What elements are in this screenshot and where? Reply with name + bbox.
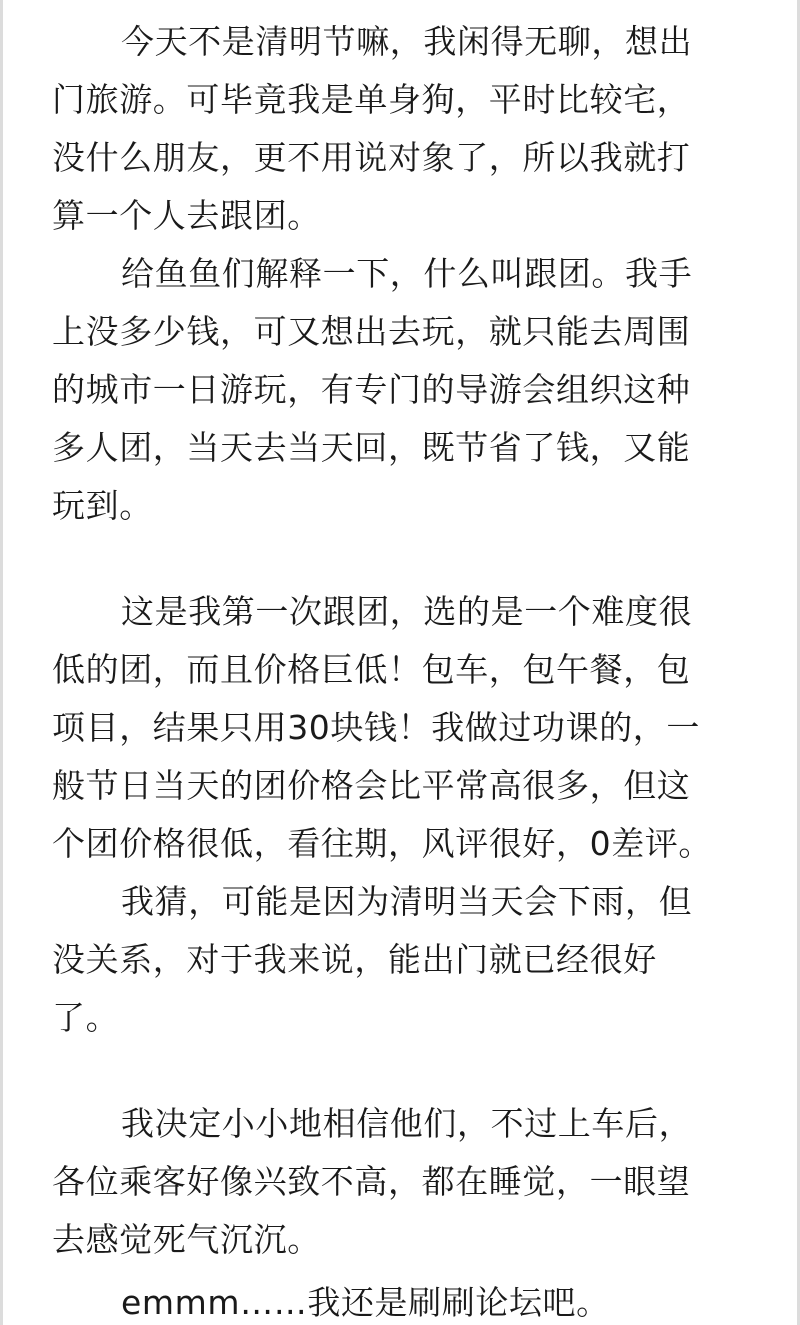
article-line: 了。 bbox=[52, 998, 120, 1037]
article-line: 个团价格很低，看往期，风评很好，0差评。 bbox=[52, 824, 712, 863]
article-line: 低的团，而且价格巨低！包车，包午餐，包 bbox=[52, 650, 691, 689]
article-line: 的城市一日游玩，有专门的导游会组织这种 bbox=[52, 370, 691, 409]
article-line: 玩到。 bbox=[52, 486, 153, 525]
article-line: 上没多少钱，可又想出去玩，就只能去周围 bbox=[52, 312, 691, 351]
article-line: emmm……我还是刷刷论坛吧。 bbox=[121, 1283, 610, 1322]
article-line: 项目，结果只用30块钱！我做过功课的，一 bbox=[52, 708, 700, 747]
article-line: 算一个人去跟团。 bbox=[52, 196, 321, 235]
article-line: 我决定小小地相信他们，不过上车后， bbox=[121, 1104, 693, 1143]
article-line: 般节日当天的团价格会比平常高很多，但这 bbox=[52, 766, 691, 805]
article-line: 没关系，对于我来说，能出门就已经很好 bbox=[52, 940, 657, 979]
article-line: 今天不是清明节嘛，我闲得无聊，想出 bbox=[121, 22, 693, 61]
article-line: 这是我第一次跟团，选的是一个难度很 bbox=[121, 592, 693, 631]
article-line: 给鱼鱼们解释一下，什么叫跟团。我手 bbox=[121, 254, 693, 293]
article-line: 各位乘客好像兴致不高，都在睡觉，一眼望 bbox=[52, 1162, 691, 1201]
article-line: 我猜，可能是因为清明当天会下雨，但 bbox=[121, 882, 693, 921]
article-line: 多人团，当天去当天回，既节省了钱，又能 bbox=[52, 428, 691, 467]
article-line: 没什么朋友，更不用说对象了，所以我就打 bbox=[52, 138, 691, 177]
article-line: 门旅游。可毕竟我是单身狗，平时比较宅， bbox=[52, 80, 691, 119]
article-line: 去感觉死气沉沉。 bbox=[52, 1220, 321, 1259]
